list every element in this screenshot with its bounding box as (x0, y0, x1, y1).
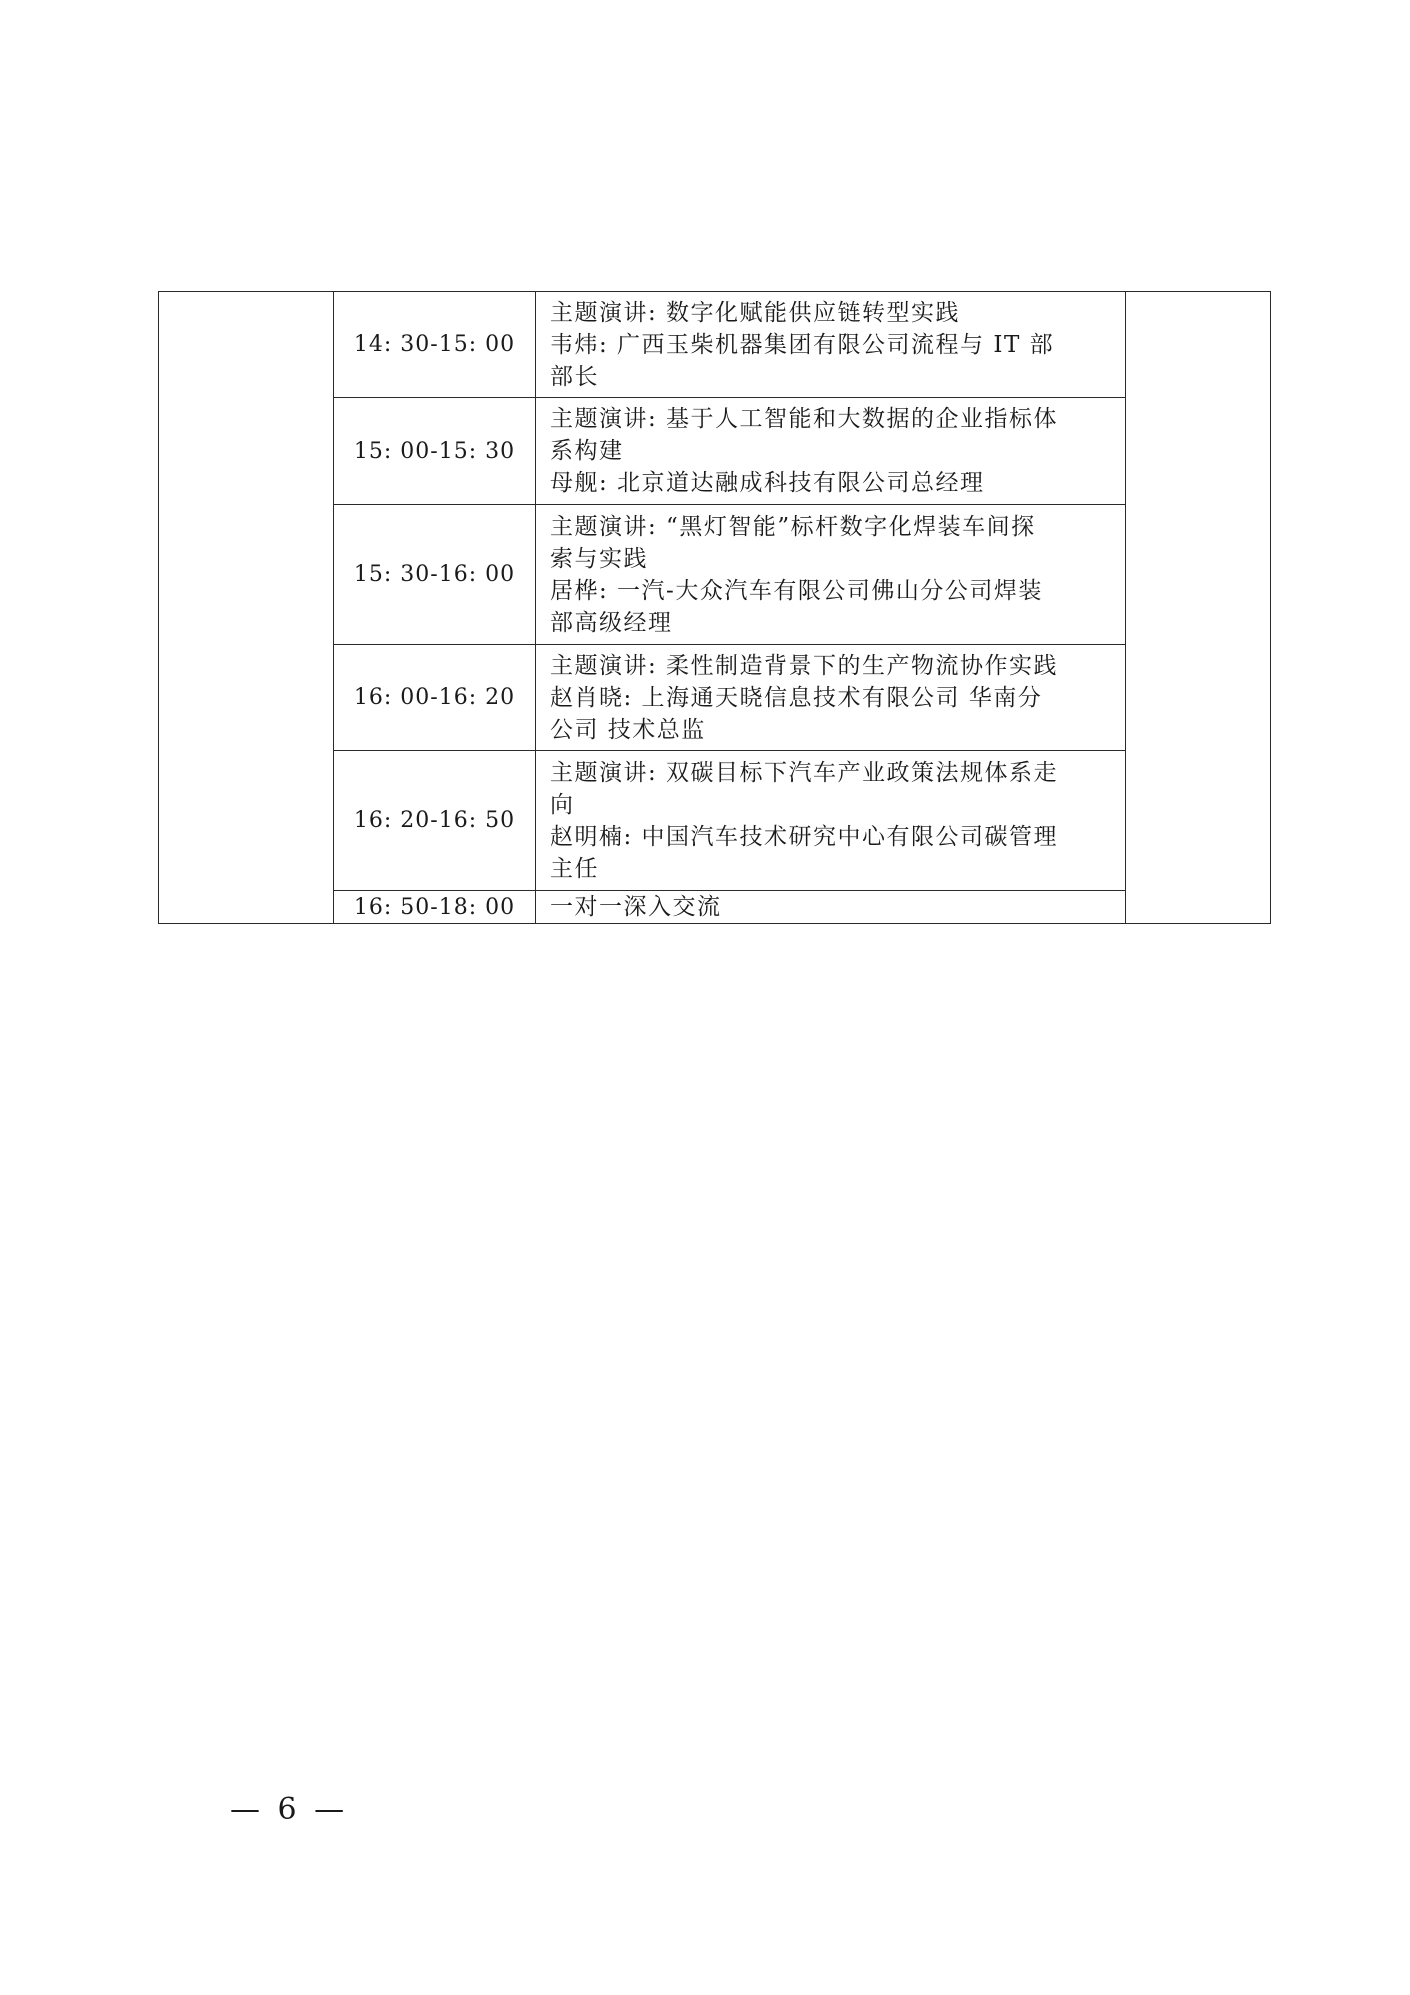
time-cell: 16: 20-16: 50 (334, 751, 536, 891)
time-cell: 15: 30-16: 00 (334, 505, 536, 645)
topic-line: 索与实践 (550, 545, 648, 572)
table-row (159, 292, 1271, 398)
speaker-line: 韦炜: 广西玉柴机器集团有限公司流程与 IT 部 (550, 331, 1055, 358)
speaker-line: 部长 (550, 363, 599, 390)
speaker-line: 赵肖晓: 上海通天晓信息技术有限公司 华南分 (550, 684, 1043, 711)
topic-cell (536, 292, 1126, 398)
merged-empty-cell-right (1126, 292, 1271, 924)
merged-empty-cell-left (159, 292, 334, 924)
speaker-line: 居桦: 一汽-大众汽车有限公司佛山分公司焊装 (550, 577, 1043, 604)
page-number: — 6 — (230, 1792, 349, 1827)
topic-line: 一对一深入交流 (550, 894, 722, 920)
topic-cell (536, 505, 1126, 645)
topic-cell (536, 398, 1126, 505)
speaker-line: 部高级经理 (550, 609, 673, 636)
topic-line: 主题演讲: 柔性制造背景下的生产物流协作实践 (550, 652, 1059, 679)
time-cell: 16: 50-18: 00 (334, 891, 536, 924)
topic-line: 系构建 (550, 438, 624, 464)
speaker-line: 主任 (550, 855, 599, 882)
topic-line: 向 (550, 791, 575, 818)
schedule-table (158, 291, 1271, 924)
topic-line: 主题演讲: 双碳目标下汽车产业政策法规体系走 (550, 759, 1059, 786)
topic-line: 主题演讲: “黑灯智能”标杆数字化焊装车间探 (550, 513, 1036, 540)
speaker-line: 赵明楠: 中国汽车技术研究中心有限公司碳管理 (550, 823, 1059, 850)
topic-cell (536, 891, 1126, 924)
topic-cell (536, 751, 1126, 891)
time-cell: 14: 30-15: 00 (334, 292, 536, 398)
topic-line: 主题演讲: 数字化赋能供应链转型实践 (550, 299, 961, 326)
topic-cell (536, 645, 1126, 751)
topic-line: 主题演讲: 基于人工智能和大数据的企业指标体 (550, 406, 1059, 432)
time-cell: 16: 00-16: 20 (334, 645, 536, 751)
time-cell: 15: 00-15: 30 (334, 398, 536, 505)
speaker-line: 母舰: 北京道达融成科技有限公司总经理 (550, 470, 985, 496)
speaker-line: 公司 技术总监 (550, 716, 706, 743)
